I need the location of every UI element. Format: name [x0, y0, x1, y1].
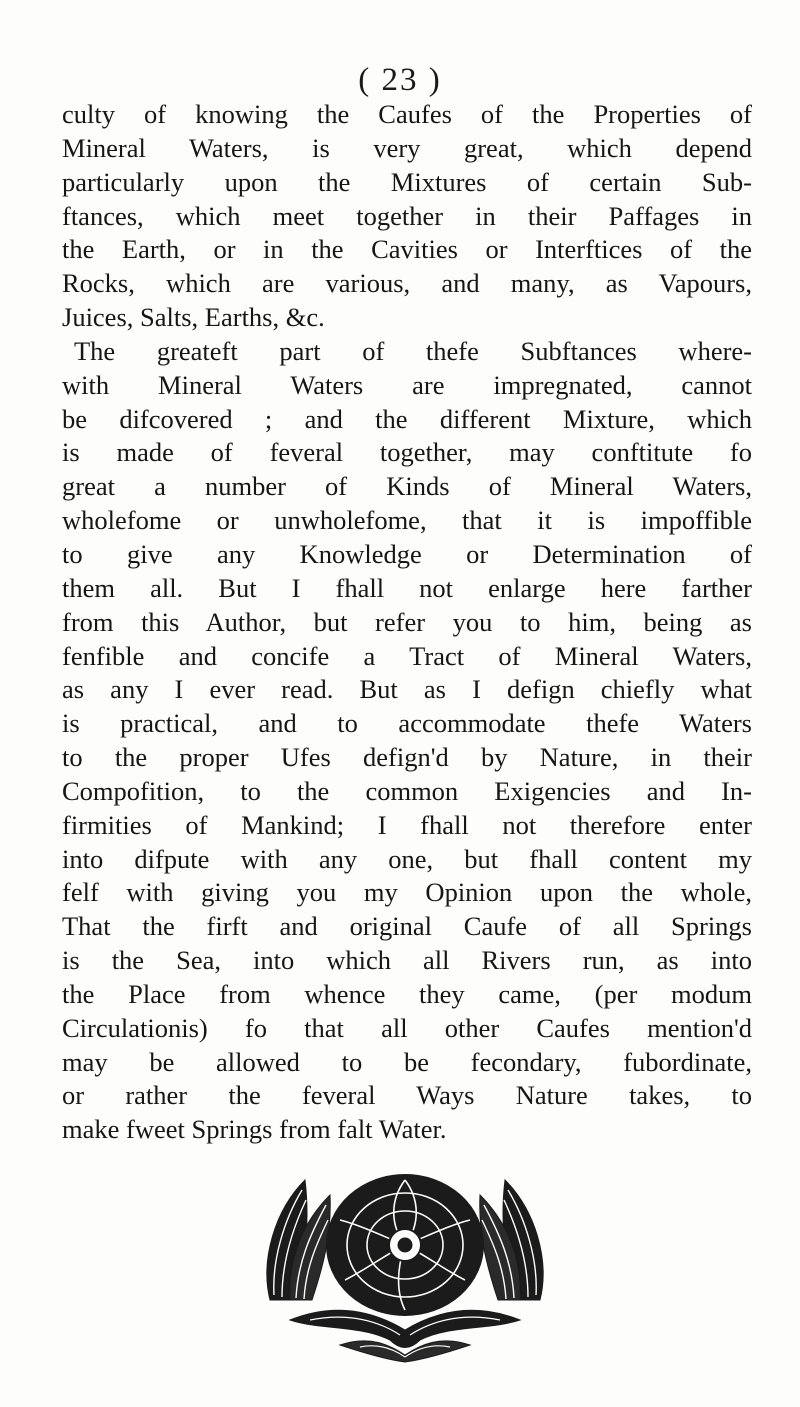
text-line: from this Author, but refer you to him, being as — [62, 606, 752, 637]
text-line: them all. But I fhall not enlarge here farther — [62, 572, 752, 603]
text-line: culty of knowing the Caufes of the Properties of — [62, 99, 752, 129]
text-line: ftances, which meet together in their Paffages in — [62, 200, 752, 231]
text-line: may be allowed to be fecondary, fubordinate, — [62, 1046, 752, 1077]
floral-tailpiece-ornament-icon — [250, 1150, 560, 1365]
text-line: felf with giving you my Opinion upon the whole, — [62, 877, 752, 908]
text-line: great a number of Kinds of Mineral Waters, — [62, 471, 752, 502]
text-line: the Earth, or in the Cavities or Interftices of the — [62, 234, 752, 265]
text-line: or rather the feveral Ways Nature takes, to — [62, 1080, 752, 1111]
page-number: ( 23 ) — [358, 62, 442, 98]
text-line: is practical, and to accommodate thefe Waters — [62, 708, 752, 739]
text-line: firmities of Mankind; I fhall not therefore enter — [62, 809, 752, 840]
text-line: as any I ever read. But as I defign chiefly what — [62, 674, 752, 705]
text-line: make fweet Springs from falt Water. — [62, 1114, 447, 1145]
text-line: That the firft and original Caufe of all Springs — [62, 911, 752, 942]
text-line: fenfible and concife a Tract of Mineral Waters, — [62, 640, 752, 671]
text-line: Rocks, which are various, and many, as Vapours, — [62, 268, 752, 299]
text-line: the Place from whence they came, (per modum — [62, 978, 752, 1009]
text-line: Mineral Waters, is very great, which depend — [62, 132, 752, 163]
text-line: particularly upon the Mixtures of certain Sub- — [62, 166, 752, 197]
text-line: Compofition, to the common Exigencies and In- — [62, 775, 752, 806]
text-line: to give any Knowledge or Determination of — [62, 538, 752, 569]
text-line: The greateft part of thefe Subftances where- — [74, 335, 752, 366]
text-line: is made of feveral together, may conftitute fo — [62, 437, 752, 468]
text-line: to the proper Ufes defign'd by Nature, in their — [62, 742, 752, 773]
text-line: Circulationis) fo that all other Caufes mention'd — [62, 1012, 752, 1043]
text-line: wholefome or unwholefome, that it is impoffible — [62, 505, 752, 536]
text-line: be difcovered ; and the different Mixture, which — [62, 403, 752, 434]
text-line: Juices, Salts, Earths, &c. — [62, 302, 325, 333]
text-line: with Mineral Waters are impregnated, cannot — [62, 369, 752, 400]
body-text — [62, 98, 752, 1147]
text-line: into difpute with any one, but fhall content my — [62, 843, 752, 874]
text-line: is the Sea, into which all Rivers run, as into — [62, 945, 752, 976]
